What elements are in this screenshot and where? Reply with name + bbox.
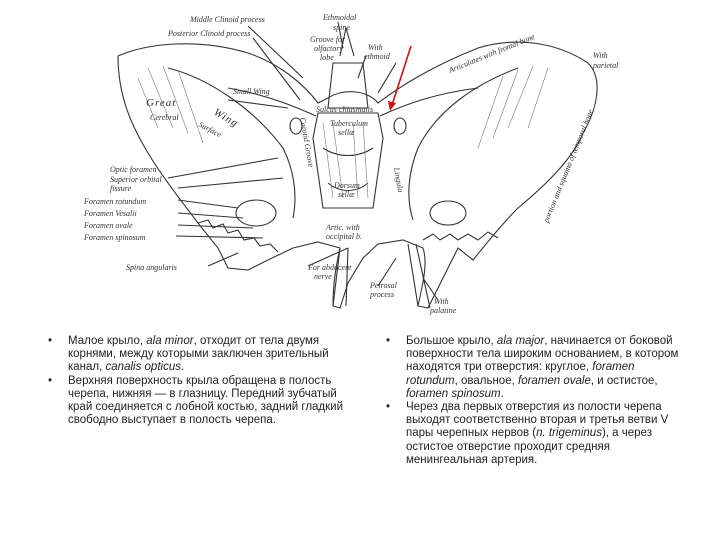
- label-ethmoidal-2: spine: [333, 23, 350, 32]
- label-ethmoidal-1: Ethmoidal: [323, 13, 357, 22]
- bullet-icon: •: [48, 335, 53, 347]
- label-foramen-rotundum: Foramen rotundum: [84, 197, 147, 206]
- label-foramen-ovale: Foramen ovale: [84, 221, 133, 230]
- right-text-column: [386, 335, 686, 467]
- sphenoid-bone-drawing: [78, 8, 618, 316]
- label-petrosal-1: Petrosal: [370, 281, 397, 290]
- latin-term: ala major: [496, 335, 545, 347]
- label-foramen-vesalii: Foramen Vesalii: [84, 209, 137, 218]
- label-with-parietal-1: With: [593, 51, 608, 60]
- label-middle-clinoid: Middle Clinoid process: [190, 15, 265, 24]
- text: , и остистое,: [590, 374, 658, 387]
- label-abducent-1: For abducent: [308, 263, 352, 272]
- label-optic-foramen: Optic foramen: [110, 165, 157, 174]
- text: .: [500, 387, 504, 400]
- list-item: [386, 401, 686, 467]
- label-articulates-frontal: Articulates with frontal bone: [447, 32, 536, 75]
- label-squama-temporal: portion and squama of temporal bone: [541, 108, 596, 224]
- bullet-icon: •: [386, 335, 391, 347]
- label-tuberculum-2: sellæ: [338, 128, 355, 137]
- latin-term: canalis opticus: [105, 361, 181, 374]
- foramen-ovale-left: [236, 200, 276, 226]
- label-sulcus-chiasmatis: Sulcus chiasmatis: [316, 105, 374, 114]
- text: Через два первых отверстия из полости черепа выходят соответственно вторая и третья ветви V пары черепных нервов (: [406, 401, 669, 440]
- label-foramen-spinosum: Foramen spinosum: [84, 233, 146, 242]
- foramen-ovale-right: [430, 201, 466, 225]
- label-with-parietal-2: parietal: [593, 61, 618, 70]
- label-surface: Surface: [197, 119, 223, 140]
- latin-term: n. trigeminus: [536, 427, 602, 440]
- red-arrow: [388, 46, 411, 111]
- label-with-palatine-1: With: [434, 297, 449, 306]
- small-wing-right: [380, 88, 478, 116]
- latin-term: foramen ovale: [518, 374, 591, 387]
- left-text-column: [48, 335, 353, 427]
- label-abducent-2: nerve: [314, 272, 332, 281]
- label-artic-occipital-1: Artic. with: [326, 223, 360, 232]
- bullet-icon: •: [48, 374, 53, 387]
- text: , овальное,: [454, 374, 518, 387]
- text: , отходит от тела двумя корнями, между которыми заключен зрительный канал,: [68, 335, 329, 374]
- text: , начинается от боковой поверхности тела широким основанием, в котором находятся три отверстия: круглое,: [406, 335, 679, 374]
- label-carotid-groove: Carotid Groove: [298, 116, 316, 168]
- label-small-wing: Small Wing: [233, 87, 270, 96]
- label-groove-3: lobe: [320, 53, 334, 62]
- latin-term: foramen rotundum: [406, 361, 635, 387]
- label-with-palatine-2: palatine: [430, 306, 457, 315]
- latin-term: foramen spinosum: [406, 387, 501, 400]
- bone-outline: [118, 42, 597, 308]
- list-item: [48, 375, 353, 428]
- right-bullet-list: [386, 335, 686, 467]
- text: Большое крыло,: [406, 335, 497, 347]
- list-item: [48, 335, 353, 375]
- text: ), а через остистое отверстие проходит средняя менингеальная артерия.: [406, 427, 652, 466]
- label-petrosal-2: process: [370, 290, 395, 299]
- label-artic-occipital-2: occipital b.: [326, 232, 362, 241]
- text: Верхняя поверхность крыла обращена в полость черепа, нижняя — в глазницу. Передний зубчатый край соединяется с лобной костью, задний гладкий свободно выступает в полость черепа.: [68, 374, 344, 427]
- label-superior-orbital-1: Superior orbital: [110, 175, 162, 184]
- text: .: [180, 361, 185, 374]
- label-posterior-clinoid: Posterior Clinoid process: [168, 29, 251, 38]
- left-bullet-list: [48, 335, 353, 427]
- label-superior-orbital-2: fissure: [110, 184, 132, 193]
- bullet-icon: •: [386, 401, 391, 414]
- label-lingula: Lingula: [392, 166, 406, 193]
- label-wing: Wing: [211, 106, 241, 130]
- latin-term: ala minor: [146, 335, 194, 347]
- label-with-ethmoid-2: ethmoid: [364, 52, 390, 61]
- label-dorsum-2: sellæ: [338, 190, 355, 199]
- label-cerebral: Cerebral: [150, 113, 179, 122]
- label-great: Great: [146, 97, 177, 109]
- label-tuberculum-1: Tuberculum: [330, 119, 368, 128]
- text: Малое крыло,: [68, 335, 147, 347]
- label-groove-2: olfactory: [314, 44, 343, 53]
- label-groove-1: Groove for: [310, 35, 346, 44]
- label-with-ethmoid-1: With: [368, 43, 383, 52]
- label-spina-angularis: Spina angularis: [126, 263, 177, 272]
- list-item: [386, 335, 686, 401]
- label-dorsum-1: Dorsum: [334, 181, 360, 190]
- sphenoid-bone-illustration: [78, 8, 618, 316]
